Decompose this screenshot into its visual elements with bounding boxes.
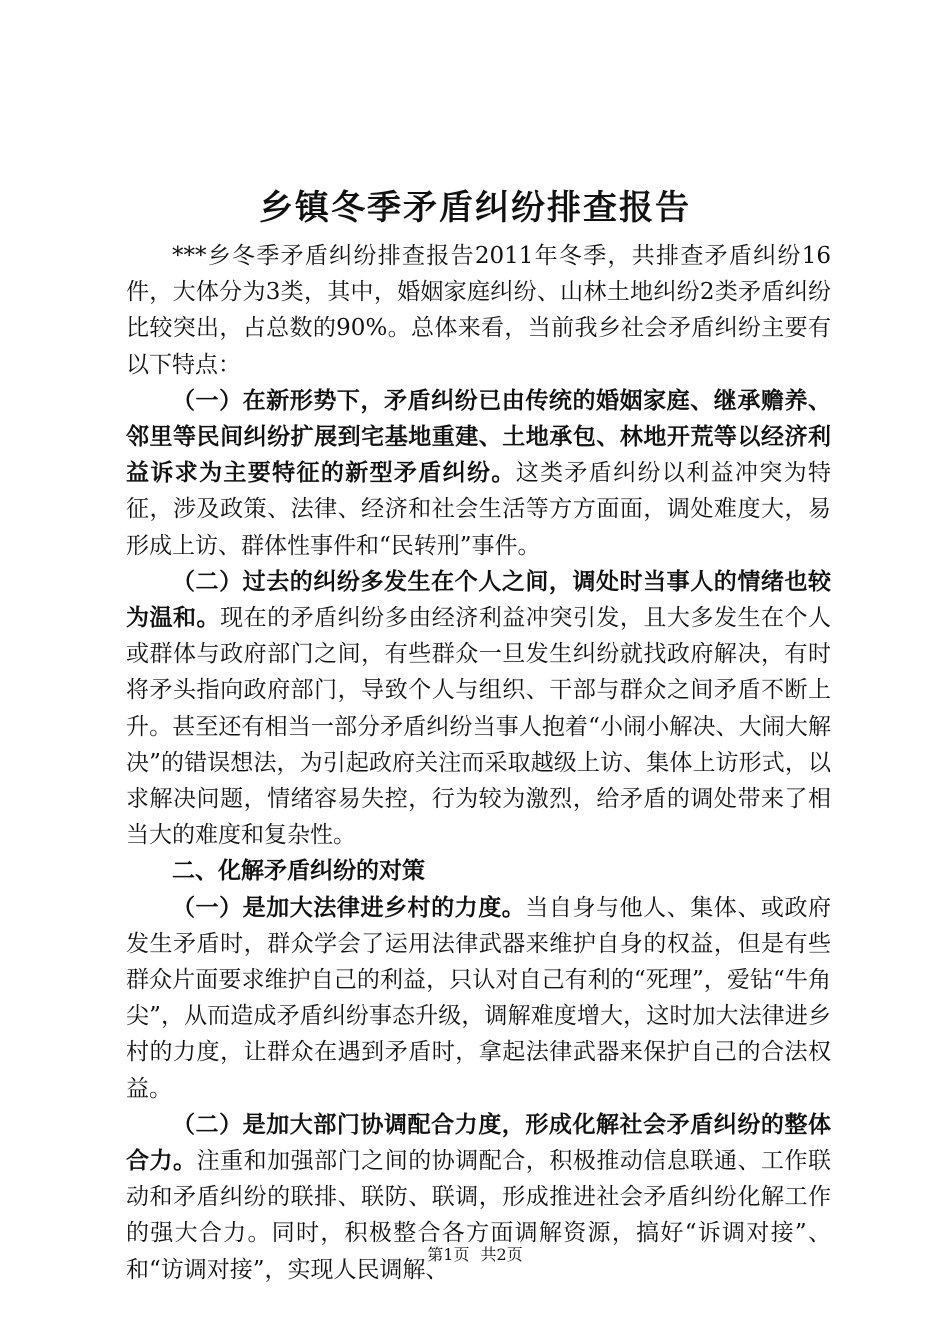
paragraph-feature-1-lead: （一）在新形势下，矛盾纠纷已由传统的婚姻家庭、继承赡养、邻里等民间纠纷扩展到宅基地重建、土地承包、林地开荒等以经济利益诉求为主要特征的新型矛盾纠纷。 (126, 386, 831, 487)
page-footer (0, 1245, 950, 1265)
paragraph-feature-1-text: 这类矛盾纠纷以利益冲突为特征，涉及政策、法律、经济和社会生活等方方面面，调处难度大，易形成上访、群体性事件和“民转刑”事件。 (126, 460, 832, 559)
paragraph-feature-1 (126, 383, 831, 564)
paragraph-measure-1-text: 当自身与他人、集体、或政府发生矛盾时，群众学会了运用法律武器来维护自身的权益，但是有些群众片面要求维护自己的利益，只认对自己有利的“死理”，爱钻“牛角尖”，从而造成矛盾纠纷事态升级，调解难度增大，这时加大法律进乡村的力度，让群众在遇到矛盾时，拿起法律武器来保护自己的合法权益。 (126, 894, 832, 1102)
section-heading-countermeasures: 二、化解矛盾纠纷的对策 (172, 857, 425, 885)
paragraph-measure-1 (126, 890, 831, 1107)
paragraph-feature-2 (126, 564, 831, 854)
paragraph-measure-2-lead: （二）是加大部门协调配合力度，形成化解社会矛盾纠纷的整体合力。 (126, 1110, 831, 1175)
page-number-total: 共2页 (480, 1245, 523, 1264)
paragraph-feature-2-lead: （二）过去的纠纷多发生在个人之间，调处时当事人的情绪也较为温和。 (126, 567, 831, 632)
paragraph-measure-2-text: 注重和加强部门之间的协调配合，积极推动信息联通、工作联动和矛盾纠纷的联排、联防、联调，形成推进社会矛盾纠纷化解工作的强大合力。同时，积极整合各方面调解资源，搞好“诉调对接”、和“访调对接”，实现人民调解、 (126, 1148, 832, 1283)
document-body (126, 238, 831, 1288)
paragraph-measure-1-lead: （一）是加大法律进乡村的力度。 (172, 893, 526, 921)
paragraph-intro: ***乡冬季矛盾纠纷排查报告2011年冬季，共排查矛盾纠纷16件，大体分为3类，其中，婚姻家庭纠纷、山林土地纠纷2类矛盾纠纷比较突出，占总数的90%。总体来看，当前我乡社会矛盾纠纷主要有以下特点： (126, 243, 831, 378)
document-title: 乡镇冬季矛盾纠纷排查报告 (259, 188, 691, 228)
page-number-current: 第1页 (427, 1245, 470, 1264)
paragraph-feature-2-text: 现在的矛盾纠纷多由经济利益冲突引发，且大多发生在个人或群体与政府部门之间，有些群众一旦发生纠纷就找政府解决，有时将矛头指向政府部门，导致个人与组织、干部与群众之间矛盾不断上升。甚至还有相当一部分矛盾纠纷当事人抱着“小闹小解决、大闹大解决”的错误想法，为引起政府关注而采取越级上访、集体上访形式，以求解决问题，情绪容易失控，行为较为激烈，给矛盾的调处带来了相当大的难度和复杂性。 (126, 605, 832, 849)
